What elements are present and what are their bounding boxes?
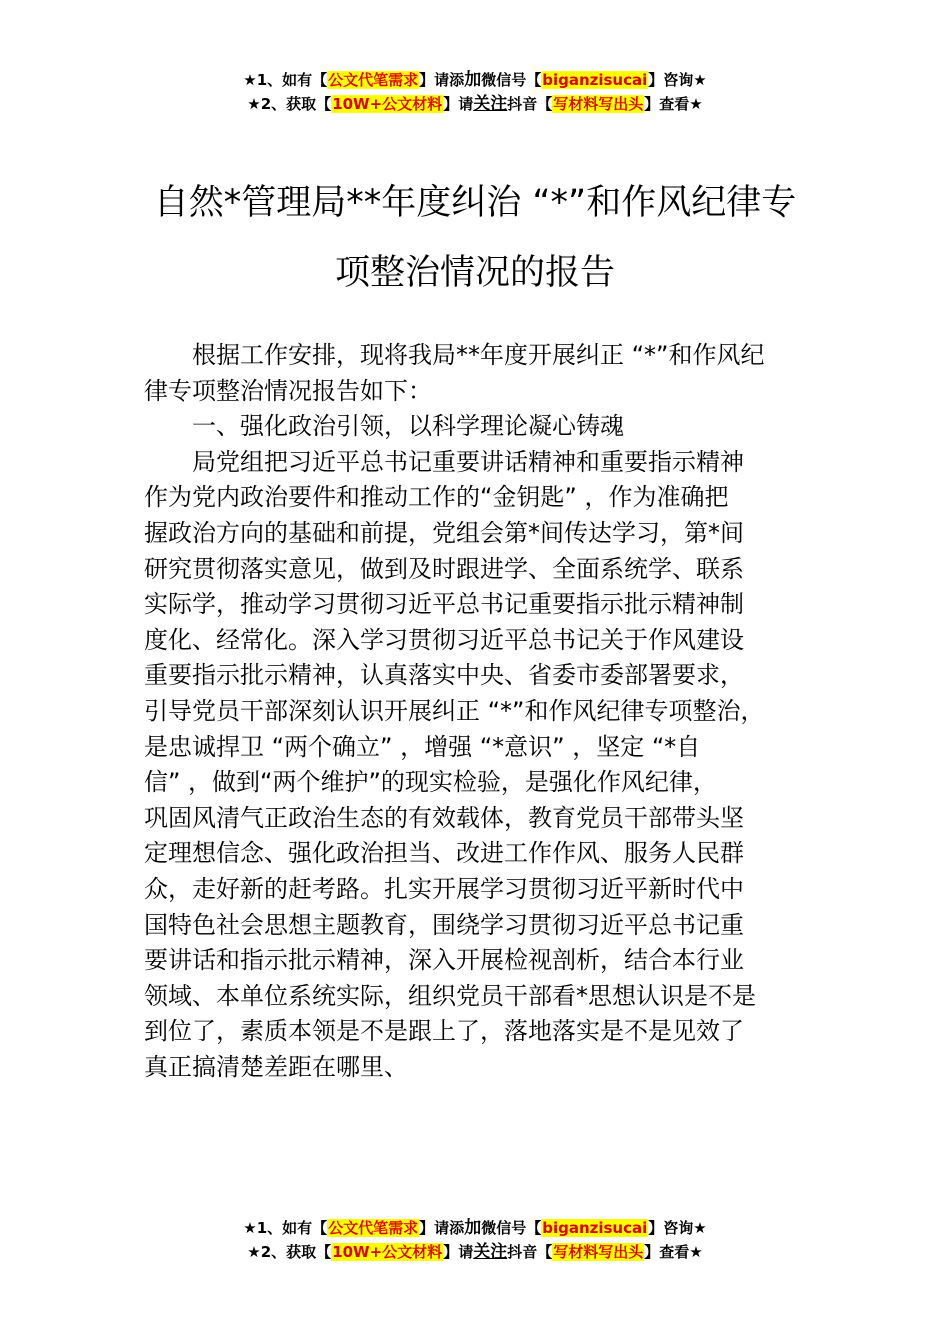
banner-text: 】咨询★ [648,1219,707,1237]
header-banner [0,68,950,116]
body-line: 重要指示批示精神，认真落实中央、省委市委部署要求， [144,661,744,690]
body-line: 信” ，做到“两个维护”的现实检验，是强化作风纪律， [144,768,717,797]
body-line: 根据工作安排，现将我局**年度开展纠正 “*”和作风纪 [192,341,765,369]
footer-banner [0,1216,950,1264]
body-line: 律专项整治情况报告如下： [144,376,432,405]
body-line: 实际学，推动学习贯彻习近平总书记重要指示批示精神制 [144,590,744,619]
body-line: 局党组把习近平总书记重要讲话精神和重要指示精神 [192,447,744,476]
body-line: 研究贯彻落实意见，做到及时跟进学、全面系统学、联系 [144,554,744,583]
body-line: 到位了，素质本领是不是跟上了，落地落实是不是见效了 [144,1017,744,1046]
body-line: 真正搞清楚差距在哪里、 [144,1052,408,1081]
body-line: 巩固风清气正政治生态的有效载体，教育党员干部带头坚 [144,803,744,832]
body-line: 作为党内政治要件和推动工作的“金钥匙” ，作为准确把 [144,483,729,512]
banner-text: 】请添 [419,1219,465,1237]
body-line: 定理想信念、强化政治担当、改进工作作风、服务人民群 [144,839,744,868]
body-line: 是忠诚捍卫 “两个确立” ，增强 “*意识” ，坚定 “*自 [144,732,701,761]
wechat-id-highlight: biganzisucai [542,1219,648,1237]
banner-text: 】查看★ [644,95,703,113]
banner-text: 】请 [443,1243,474,1261]
body-line: 度化、经常化。深入学习贯彻习近平总书记关于作风建设 [144,625,744,654]
banner-text: 微信号【 [481,1219,542,1237]
banner-text: 抖音【 [507,95,553,113]
banner-text: 抖音【 [507,1243,553,1261]
highlight-text: 公文代笔需求 [328,71,419,89]
banner-line-2 [0,1240,950,1264]
banner-text: 加 [464,70,482,90]
banner-text: 】请 [443,95,474,113]
douyin-id-highlight: 写材料写出头 [553,95,644,113]
banner-text: 微信号【 [481,71,542,89]
highlight-text: 10W+公文材料 [332,1243,443,1261]
banner-text: ★1、如有【 [243,1219,328,1237]
body-line: 领域、本单位系统实际，组织党员干部看*思想认识是不是 [144,981,756,1010]
douyin-id-highlight: 写材料写出头 [553,1243,644,1261]
section-heading: 一、强化政治引领，以科学理论凝心铸魂 [192,412,624,441]
banner-text: ★2、获取【 [247,1243,332,1261]
banner-text: 】请添 [419,71,465,89]
banner-text: 关注 [473,1242,508,1262]
banner-text: 加 [464,1218,482,1238]
title-line-1: 自然*管理局**年度纠治 “*”和作风纪律专 [153,183,797,223]
body-line: 众，走好新的赶考路。扎实开展学习贯彻习近平新时代中 [144,874,744,903]
banner-text: 】查看★ [644,1243,703,1261]
banner-line-1 [0,1216,950,1240]
body-line: 要讲话和指示批示精神，深入开展检视剖析，结合本行业 [144,946,744,975]
banner-text: 关注 [473,94,508,114]
body-line: 国特色社会思想主题教育，围绕学习贯彻习近平总书记重 [144,910,744,939]
document-body [144,338,814,1085]
highlight-text: 公文代笔需求 [328,1219,419,1237]
banner-text: ★2、获取【 [247,95,332,113]
banner-line-1 [0,68,950,92]
body-line: 引导党员干部深刻认识开展纠正 “*”和作风纪律专项整治， [144,696,765,725]
document-title [120,168,830,308]
highlight-text: 10W+公文材料 [332,95,443,113]
banner-text: ★1、如有【 [243,71,328,89]
title-line-2: 项整治情况的报告 [334,253,615,293]
body-line: 握政治方向的基础和前提，党组会第*间传达学习，第*间 [144,518,744,547]
banner-text: 】咨询★ [648,71,707,89]
banner-line-2 [0,92,950,116]
wechat-id-highlight: biganzisucai [542,71,648,89]
